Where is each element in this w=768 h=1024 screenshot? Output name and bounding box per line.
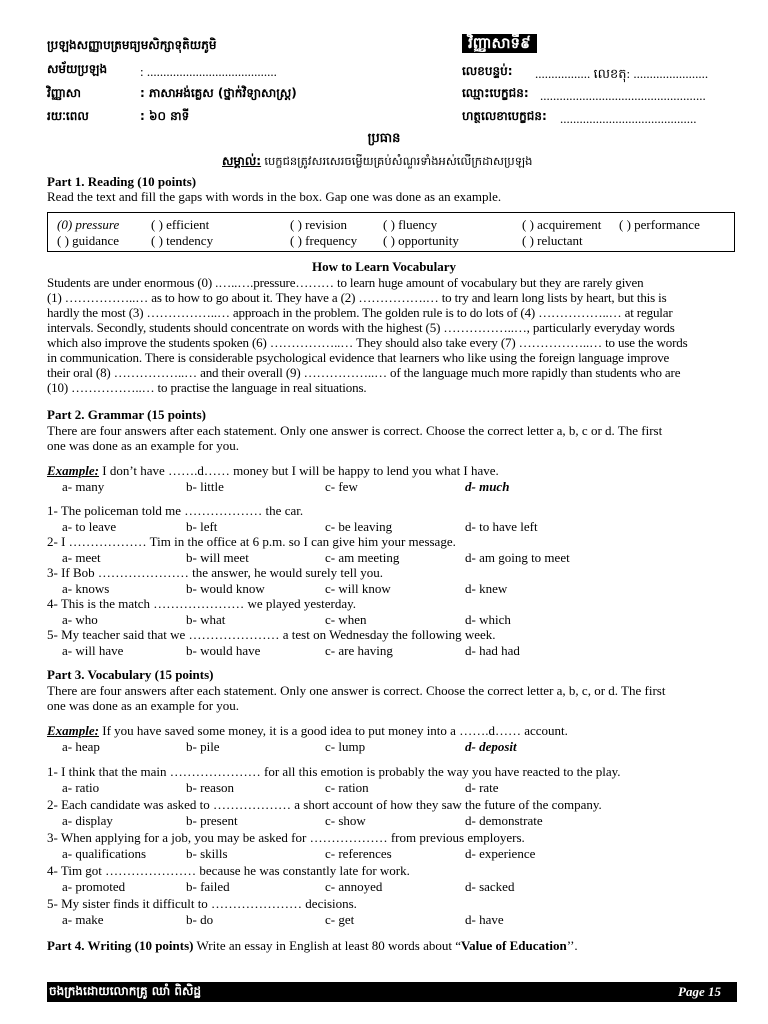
option-c: c- are having	[325, 643, 393, 658]
option-a: a- many	[62, 479, 105, 494]
option-d: d- rate	[465, 780, 499, 795]
option-c: c- show	[325, 813, 366, 828]
exam-name: ប្រឡងសញ្ញាបត្រមធ្យមសិក្សាទុតិយភូមិ	[47, 38, 217, 52]
option-a: a- make	[62, 912, 104, 927]
part2-heading: Part 2. Grammar (15 points)	[47, 407, 206, 422]
option-d: d- which	[465, 612, 511, 627]
word-box-item: ( ) opportunity	[383, 233, 459, 248]
duration-label: រយៈពេល	[47, 109, 89, 123]
footer-bar	[47, 982, 737, 1002]
question-options	[0, 550, 768, 565]
question-stem: 2- Each candidate was asked to ……………… a short account of how they saw the future of the company.	[47, 797, 602, 812]
passage-line: which also improve the students spoken (6) ……………..… They should also take every (7) ……………..… to use the words	[47, 335, 688, 350]
option-d: d- am going to meet	[465, 550, 570, 565]
question-stem: 1- I think that the main ………………… for all this emotion is probably the way you have reacted to the play.	[47, 764, 621, 779]
option-a: a- heap	[62, 739, 100, 754]
question-stem: 3- When applying for a job, you may be asked for ……………… from previous employers.	[47, 830, 525, 845]
question-stem: 5- My teacher said that we ………………… a test on Wednesday the following week.	[47, 627, 496, 642]
option-a: a- promoted	[62, 879, 126, 894]
part2-instruction-line: one was done as an example for you.	[47, 438, 240, 453]
option-a: a- display	[62, 813, 113, 828]
part4-text-end: ’’.	[566, 938, 578, 953]
word-box-example: (0) pressure	[57, 217, 120, 232]
passage-line: hardly the most (3) ……………..… approach in the problem. The golden rule is to do lots of (4) ……………..… at regular	[47, 305, 673, 320]
option-a: a- will have	[62, 643, 124, 658]
room-label: លេខបន្ទប់:	[462, 64, 513, 78]
part4-topic: Value of Education	[460, 938, 567, 953]
option-c: c- be leaving	[325, 519, 393, 534]
option-c: c- references	[325, 846, 392, 861]
example-text: If you have saved some money, it is a good idea to put money into a …….d…… account.	[102, 723, 568, 738]
word-box-item: ( ) frequency	[290, 233, 358, 248]
duration-value: : ៦០ នាទី	[140, 109, 190, 123]
option-d: d- experience	[465, 846, 536, 861]
word-box-item: ( ) reluctant	[522, 233, 583, 248]
option-d: d- sacked	[465, 879, 515, 894]
question-stem: 3- If Bob ………………… the answer, he would surely tell you.	[47, 565, 383, 580]
instructions-title: ប្រធាន	[367, 131, 401, 146]
word-box-item: ( ) fluency	[383, 217, 438, 232]
subject-label: វិញ្ញាសា	[47, 86, 82, 100]
option-d: d- demonstrate	[465, 813, 543, 828]
part3-instruction-line: There are four answers after each statement. Only one answer is correct. Choose the correct letter a, b, c, or d. The first	[47, 683, 666, 698]
note-label: សម្គាល់:	[222, 154, 262, 168]
question-options	[0, 846, 768, 861]
example-label: Example:	[47, 723, 99, 738]
part3-heading: Part 3. Vocabulary (15 points)	[47, 667, 214, 682]
part2-example	[47, 463, 499, 478]
part4	[47, 938, 578, 953]
passage-line: (10) ……………..… to practise the language in real situations.	[47, 380, 367, 395]
question-stem: 5- My sister finds it difficult to ………………… decisions.	[47, 896, 357, 911]
part1-instruction: Read the text and fill the gaps with words in the box. Gap one was done as an example.	[47, 189, 502, 204]
option-b: b- present	[186, 813, 238, 828]
word-box-item: ( ) performance	[619, 217, 700, 232]
question-options	[0, 879, 768, 894]
option-b: b- little	[186, 479, 224, 494]
candidate-name-label: ឈ្មោះបេក្ខជន:	[462, 86, 529, 100]
question-stem: 2- I ……………… Tim in the office at 6 p.m. so I can give him your message.	[47, 534, 456, 549]
option-a: a- who	[62, 612, 98, 627]
option-b: b- failed	[186, 879, 230, 894]
option-b: b- would know	[186, 581, 265, 596]
option-b: b- what	[186, 612, 226, 627]
option-a: a- qualifications	[62, 846, 147, 861]
option-c: c- when	[325, 612, 367, 627]
option-d: d- had had	[465, 643, 520, 658]
option-c: c- lump	[325, 739, 366, 754]
page-number: Page 15	[678, 984, 721, 999]
part3-instruction-line: one was done as an example for you.	[47, 698, 240, 713]
question-options	[0, 780, 768, 795]
question-options	[0, 912, 768, 927]
passage-line: their oral (8) ……………..… and their overall (9) ……………..… of the language much more rapidly than students who are	[47, 365, 681, 380]
passage-title: How to Learn Vocabulary	[311, 259, 457, 274]
option-c: c- am meeting	[325, 550, 400, 565]
note-text: បេក្ខជនត្រូវសរសេរចម្លើយគ្រប់សំណួរទាំងអស់លើក្រដាសប្រឡង	[264, 154, 533, 168]
option-c: c- ration	[325, 780, 369, 795]
question-stem: 4- This is the match ………………… we played yesterday.	[47, 596, 357, 611]
signature-value: ..........................................	[560, 111, 697, 126]
option-c: c- get	[325, 912, 355, 927]
option-b: b- do	[186, 912, 214, 927]
option-b: b- reason	[186, 780, 235, 795]
part2-instruction	[47, 423, 662, 453]
option-b: b- will meet	[186, 550, 249, 565]
part2-instruction-line: There are four answers after each statement. Only one answer is correct. Choose the correct letter a, b, c or d. The first	[47, 423, 663, 438]
part4-text: Write an essay in English at least 80 words about “	[193, 938, 461, 953]
passage	[47, 275, 735, 395]
question-options	[0, 643, 768, 658]
option-c: c- annoyed	[325, 879, 383, 894]
candidate-name-value: ...................................................	[540, 88, 706, 103]
option-a: a- meet	[62, 550, 101, 565]
part4-heading: Part 4. Writing (10 points)	[47, 938, 194, 953]
part3-example	[47, 723, 568, 738]
question-stem: 4- Tim got ………………… because he was constantly late for work.	[47, 863, 410, 878]
question-options	[0, 581, 768, 596]
instructions-note	[222, 153, 532, 169]
room-value: ................. លេខតុ: .......................	[535, 66, 709, 81]
option-b: b- pile	[186, 739, 220, 754]
option-a: a- to leave	[62, 519, 117, 534]
passage-line: Students are under enormous (0) .…..….pressure……… to learn huge amount of vocabulary but they are rarely given	[47, 275, 644, 290]
option-a: a- knows	[62, 581, 110, 596]
passage-line: intervals. Secondly, students should concentrate on words with the highest (5) ……………..…, particularly everyday words	[47, 320, 675, 335]
question-options	[0, 612, 768, 627]
part3-example-options	[0, 739, 768, 754]
signature-label: ហត្ថលេខាបេក្ខជន:	[462, 109, 547, 123]
option-d-answer: d- deposit	[465, 739, 517, 754]
word-box-item: ( ) acquirement	[522, 217, 602, 232]
word-box-item: ( ) efficient	[151, 217, 210, 232]
option-d-answer: d- much	[465, 479, 510, 494]
question-options	[0, 813, 768, 828]
word-box	[47, 212, 735, 252]
option-b: b- skills	[186, 846, 228, 861]
word-box-item: ( ) guidance	[57, 233, 120, 248]
option-d: d- to have left	[465, 519, 538, 534]
option-d: d- knew	[465, 581, 508, 596]
option-b: b- would have	[186, 643, 261, 658]
part2-example-options	[0, 479, 768, 494]
passage-line: (1) ……………..… as to how to go about it. They have a (2) …………….… to try and learn long lists by heart, but this is	[47, 290, 667, 305]
word-box-item: ( ) tendency	[151, 233, 214, 248]
word-box-item: ( ) revision	[290, 217, 348, 232]
session-value: : ........................................	[140, 64, 277, 79]
option-c: c- few	[325, 479, 358, 494]
subject-number-box: វិញ្ញាសាទី៩	[462, 34, 537, 53]
question-options	[0, 519, 768, 534]
passage-line: in communication. There is considerable psychological evidence that learners who like using the foreign language improve	[47, 350, 670, 365]
part1-heading: Part 1. Reading (10 points)	[47, 174, 197, 189]
session-label: សម័យប្រឡង	[47, 62, 108, 76]
option-c: c- will know	[325, 581, 391, 596]
subject-value: : ភាសាអង់គ្លេស (ថ្នាក់វិទ្យាសាស្ត្រ)	[140, 86, 297, 100]
example-text: I don’t have …….d…… money but I will be happy to lend you what I have.	[102, 463, 499, 478]
example-label: Example:	[47, 463, 99, 478]
option-d: d- have	[465, 912, 504, 927]
option-a: a- ratio	[62, 780, 100, 795]
part3-instruction	[47, 683, 665, 713]
option-b: b- left	[186, 519, 218, 534]
footer-credit: ចងក្រងដោយលោកគ្រូ ឈាំ ពិសិដ្ឋ	[49, 984, 202, 998]
question-stem: 1- The policeman told me ……………… the car.	[47, 503, 304, 518]
